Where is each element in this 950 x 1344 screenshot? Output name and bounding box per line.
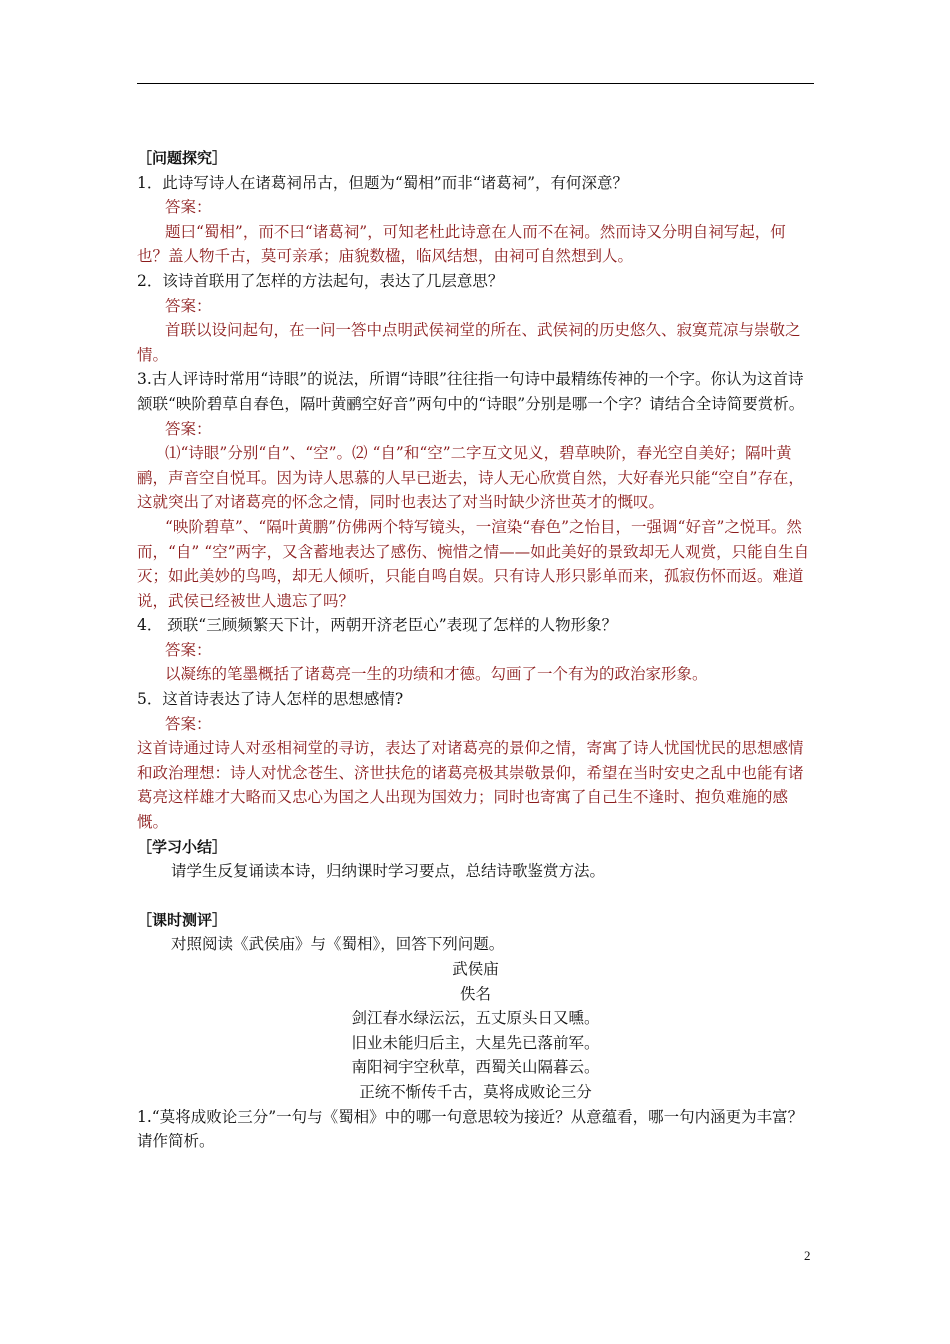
page-number: 2 — [804, 1248, 811, 1263]
question-1: 1．此诗写诗人在诸葛祠吊古，但题为“蜀相”而非“诸葛祠”，有何深意？ — [137, 173, 629, 192]
question-5: 5．这首诗表达了诗人怎样的思想感情? — [137, 690, 404, 709]
poem-title: 武侯庙 — [452, 960, 499, 978]
answer-1: 题曰“蜀相”，而不曰“诸葛祠”，可知老杜此诗意在人而不在祠。然而诗又分明自祠写起，何也？盖人物千古，莫可亲承；庙貌数楹，临风结想，由祠可自然想到人。 — [137, 222, 786, 266]
poem-line: 南阳祠宇空秋草，西蜀关山隔暮云。 — [351, 1058, 600, 1077]
answer-label-4: 答案： — [165, 640, 212, 659]
poem-line: 旧业未能归后主，大星先已落前军。 — [351, 1033, 600, 1052]
answer-label-1: 答案： — [165, 198, 212, 217]
section-heading-summary: ［学习小结］ — [137, 837, 228, 856]
spacer — [137, 884, 814, 908]
answer-2: 首联以设问起句，在一问一答中点明武侯祠堂的所在、武侯祠的历史悠久、寂寞荒凉与崇敬之情。 — [137, 321, 801, 364]
assessment-question-1: 1.“莫将成败论三分”一句与《蜀相》中的哪一句意思较为接近？从意蕴看，哪一句内涵更为丰富？请作简析。 — [137, 1107, 804, 1151]
poem-author: 佚名 — [459, 984, 491, 1003]
question-4: 4． 颈联“三顾频繁天下计，两朝开济老臣心”表现了怎样的人物形象？ — [137, 616, 618, 635]
poem-line: 正统不惭传千古，莫将成败论三分 — [359, 1082, 592, 1101]
header-rule — [137, 83, 814, 84]
poem-line: 剑江春水绿沄沄，五丈原头日又曛。 — [351, 1009, 600, 1028]
answer-label-3: 答案： — [165, 419, 212, 438]
page-content — [137, 146, 814, 1154]
answer-3-part-1: ⑴“诗眼”分别“自”、“空”。⑵ “自”和“空”二字互文见义，碧草映阶，春光空自美好；隔叶黄鹂，声音空自悦耳。因为诗人思慕的人早已逝去，诗人无心欣赏自然，大好春光只能“空自”存在，这就突出了对诸葛亮的怀念之情，同时也表达了对当时缺少济世英才的慨叹。 — [137, 444, 804, 512]
section-heading-inquiry: ［问题探究］ — [137, 149, 228, 167]
summary-text: 请学生反复诵读本诗，归纳课时学习要点，总结诗歌鉴赏方法。 — [171, 862, 606, 881]
question-2: 2．该诗首联用了怎样的方法起句，表达了几层意思？ — [137, 271, 504, 290]
answer-5: 这首诗通过诗人对丞相祠堂的寻访，表达了对诸葛亮的景仰之情，寄寓了诗人忧国忧民的思想感情和政治理想：诗人对忧念苍生、济世扶危的诸葛亮极其崇敬景仰，希望在当时安史之乱中也能有诸葛亮这样雄才大略而又忠心为国之人出现为国效力；同时也寄寓了自己生不逢时、抱负难施的感慨。 — [137, 739, 804, 832]
answer-3-part-2: “映阶碧草”、“隔叶黄鹏”仿佛两个特写镜头，一渲染“春色”之怡目，一强调“好音”之悦耳。然而，“自” “空”两字，又含蓄地表达了感伤、惋惜之情——如此美好的景致却无人观赏，只能自生自灭；如此美妙的鸟鸣，却无人倾听，只能自鸣自娱。只有诗人形只影单而来，孤寂伤怀而返。难道说，武侯已经被世人遗忘了吗？ — [137, 517, 810, 610]
question-3: 3.古人评诗时常用“诗眼”的说法，所谓“诗眼”往往指一句诗中最精练传神的一个字。你认为这首诗颔联“映阶碧草自春色，隔叶黄鹂空好音”两句中的“诗眼”分别是哪一个字？请结合全诗简要赏析。 — [137, 370, 805, 413]
answer-4: 以凝练的笔墨概括了诸葛亮一生的功绩和才德。勾画了一个有为的政治家形象。 — [165, 665, 708, 684]
assessment-intro: 对照阅读《武侯庙》与《蜀相》，回答下列问题。 — [171, 935, 505, 954]
answer-label-2: 答案： — [165, 296, 212, 315]
section-heading-assessment: ［课时测评］ — [137, 910, 228, 929]
answer-label-5: 答案： — [165, 714, 212, 733]
